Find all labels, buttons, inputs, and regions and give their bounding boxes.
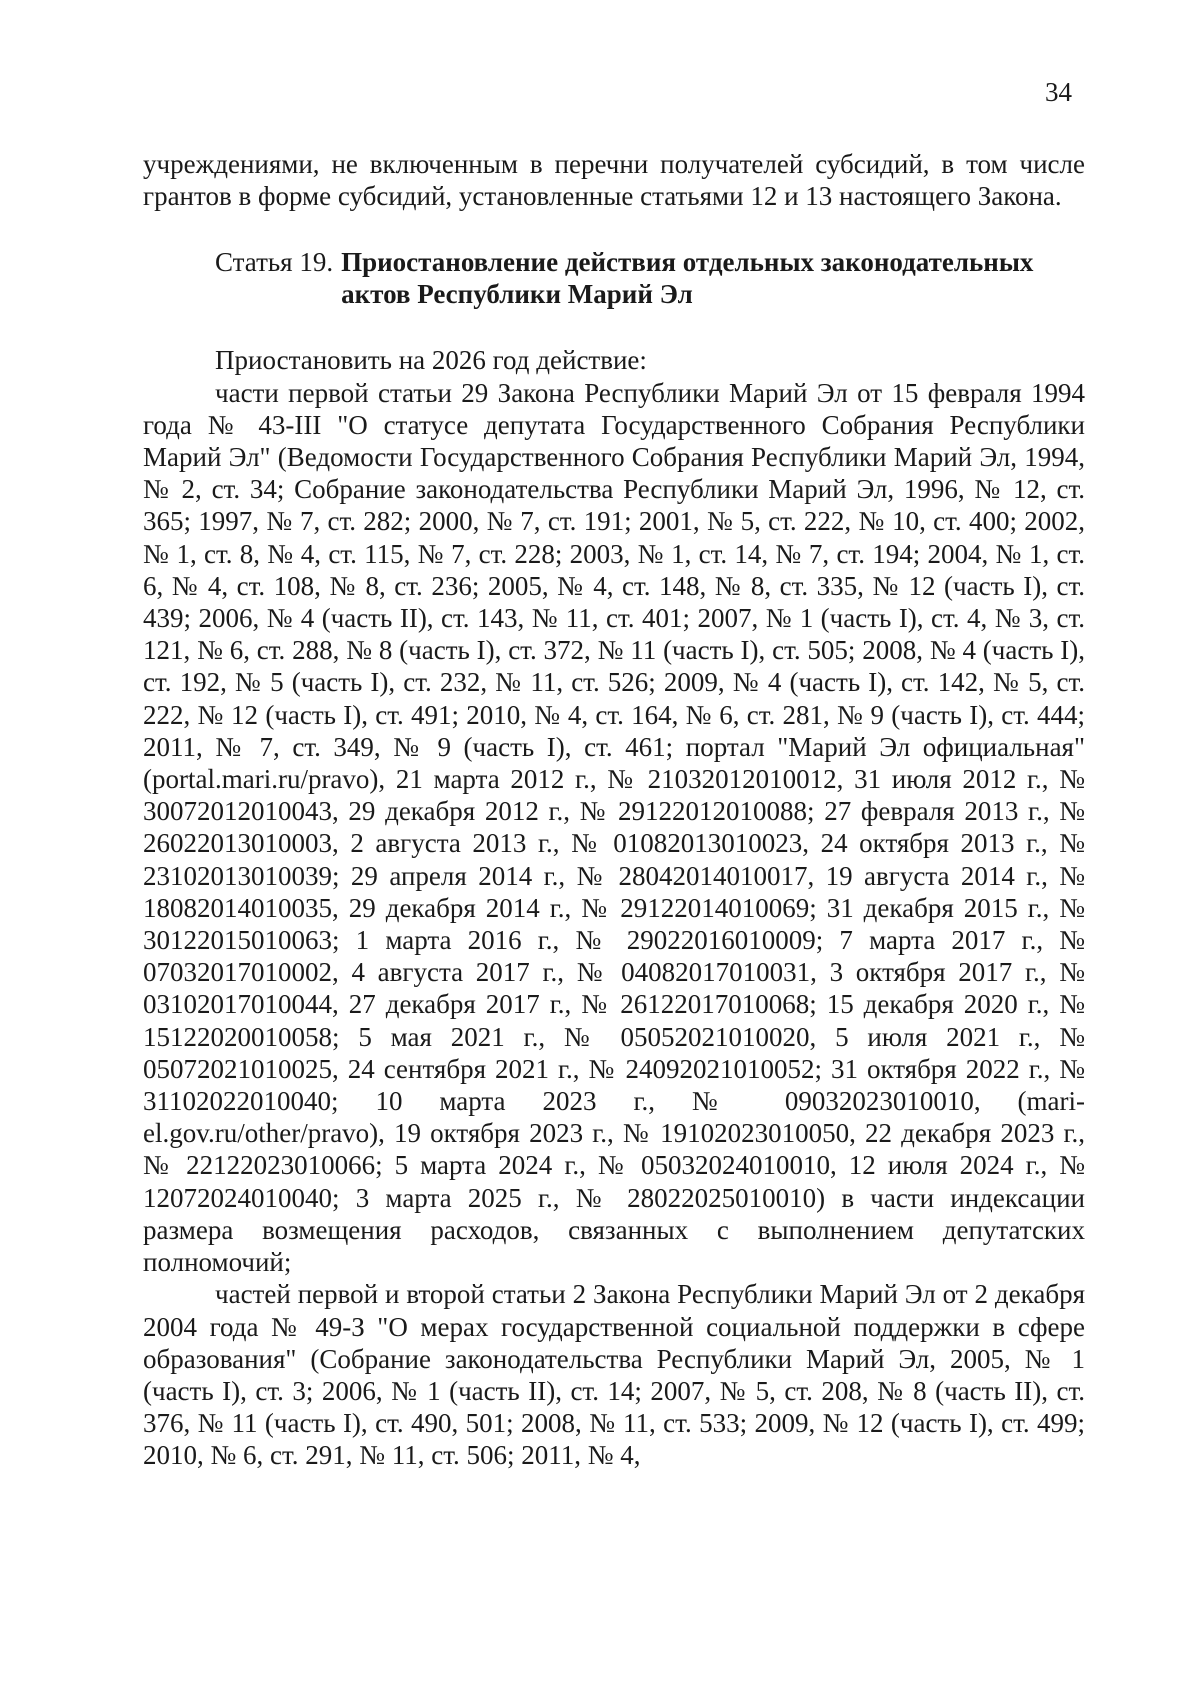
- article-title-line-1: Приостановление действия отдельных законодательных: [341, 247, 1034, 278]
- page-number: 34: [1045, 77, 1072, 107]
- article-title-line-2: актов Республики Марий Эл: [341, 279, 693, 310]
- article-heading: [143, 246, 1085, 310]
- suspended-provision-2: частей первой и второй статьи 2 Закона Республики Марий Эл от 2 декабря 2004 года № 49-З "О мерах государственной социальной поддержки в сфере образования" (Собрание законодательства Республики Марий Эл, 2005, № 1 (часть I), ст. 3; 2006, № 1 (часть II), ст. 14; 2007, № 5, ст. 208, № 8 (часть II), ст. 376, № 11 (часть I), ст. 490, 501; 2008, № 11, ст. 533; 2009, № 12 (часть I), ст. 499; 2010, № 6, ст. 291, № 11, ст. 506; 2011, № 4,: [143, 1279, 1085, 1471]
- article-title: [341, 246, 1033, 310]
- document-body: [143, 148, 1085, 1472]
- article-label: Статья 19.: [215, 247, 334, 278]
- continuation-paragraph: учреждениями, не включенным в перечни получателей субсидий, в том числе грантов в форме субсидий, установленные статьями 12 и 13 настоящего Закона.: [143, 149, 1085, 212]
- suspended-provision-1: части первой статьи 29 Закона Республики Марий Эл от 15 февраля 1994 года № 43-III "О статусе депутата Государственного Собрания Республики Марий Эл" (Ведомости Государственного Собрания Республики Марий Эл, 1994, № 2, ст. 34; Собрание законодательства Республики Марий Эл, 1996, № 12, ст. 365; 1997, № 7, ст. 282; 2000, № 7, ст. 191; 2001, № 5, ст. 222, № 10, ст. 400; 2002, № 1, ст. 8, № 4, ст. 115, № 7, ст. 228; 2003, № 1, ст. 14, № 7, ст. 194; 2004, № 1, ст. 6, № 4, ст. 108, № 8, ст. 236; 2005, № 4, ст. 148, № 8, ст. 335, № 12 (часть I), ст. 439; 2006, № 4 (часть II), ст. 143, № 11, ст. 401; 2007, № 1 (часть I), ст. 4, № 3, ст. 121, № 6, ст. 288, № 8 (часть I), ст. 372, № 11 (часть I), ст. 505; 2008, № 4 (часть I), ст. 192, № 5 (часть I), ст. 232, № 11, ст. 526; 2009, № 4 (часть I), ст. 142, № 5, ст. 222, № 12 (часть I), ст. 491; 2010, № 4, ст. 164, № 6, ст. 281, № 9 (часть I), ст. 444; 2011, № 7, ст. 349, № 9 (часть I), ст. 461; портал "Марий Эл официальная" (portal.mari.ru/pravo), 21 марта 2012 г., № 21032012010012, 31 июля 2012 г., № 30072012010043, 29 декабря 2012 г., № 29122012010088; 27 февраля 2013 г., № 26022013010003, 2 августа 2013 г., № 01082013010023, 24 октября 2013 г., № 23102013010039; 29 апреля 2014 г., № 28042014010017, 19 августа 2014 г., № 18082014010035, 29 декабря 2014 г., № 29122014010069; 31 декабря 2015 г., № 30122015010063; 1 марта 2016 г., № 29022016010009; 7 марта 2017 г., № 07032017010002, 4 августа 2017 г., № 04082017010031, 3 октября 2017 г., № 03102017010044, 27 декабря 2017 г., № 26122017010068; 15 декабря 2020 г., № 15122020010058; 5 мая 2021 г., № 05052021010020, 5 июля 2021 г., № 05072021010025, 24 сентября 2021 г., № 24092021010052; 31 октября 2022 г., № 31102022010040; 10 марта 2023 г., № 09032023010010, (mari-el.gov.ru/other/pravo), 19 октября 2023 г., № 19102023010050, 22 декабря 2023 г., № 22122023010066; 5 марта 2024 г., № 05032024010010, 12 июля 2024 г., № 12072024010040; 3 марта 2025 г., № 28022025010010) в части индексации размера возмещения расходов, связанных с выполнением депутатских полномочий;: [143, 377, 1085, 1278]
- intro-paragraph: Приостановить на 2026 год действие:: [215, 345, 647, 376]
